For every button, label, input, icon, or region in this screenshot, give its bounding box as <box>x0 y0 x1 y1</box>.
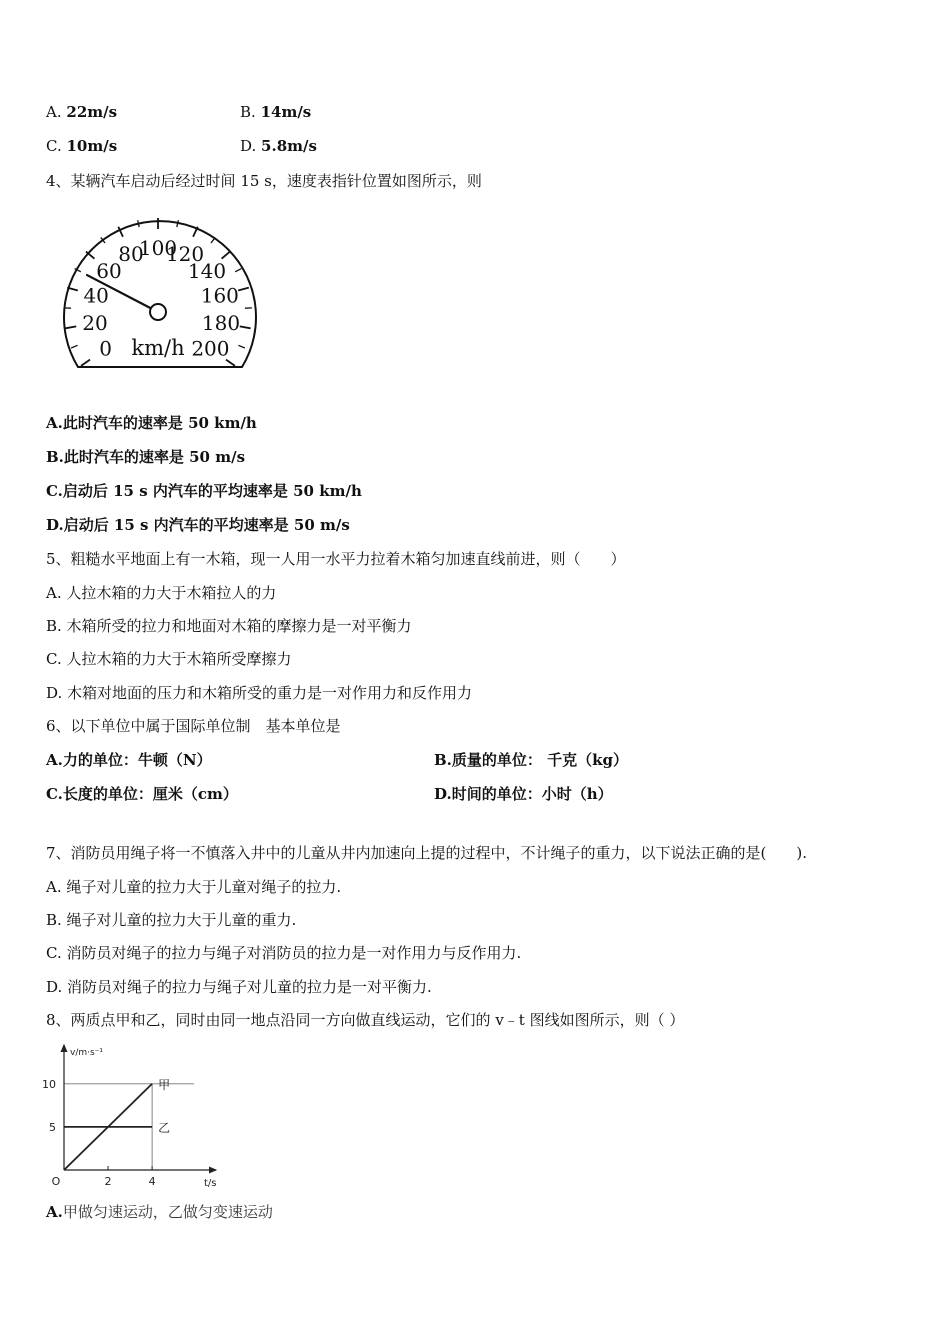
gauge-tick <box>240 326 251 328</box>
gauge-hub <box>150 304 166 320</box>
option-text: 10m/s <box>66 137 118 155</box>
gauge-tick <box>235 269 241 272</box>
q7-option-c: C. 消防员对绳子的拉力与绳子对消防员的拉力是一对作用力与反作用力. <box>46 944 522 962</box>
option-letter: B. <box>240 103 256 121</box>
q3-option-d <box>240 136 317 156</box>
vt-series-lines <box>64 1078 170 1170</box>
option-text: 甲做匀速运动，乙做匀变速运动 <box>62 1203 273 1221</box>
option-letter: D. <box>240 137 257 155</box>
x-tick-label: 2 <box>104 1175 112 1188</box>
option-text: 5.8m/s <box>261 137 317 155</box>
q4-option-b: B.此时汽车的速率是 50 m/s <box>46 448 246 466</box>
q3-option-a <box>46 102 117 122</box>
gauge-tick <box>71 345 77 348</box>
series-label: 甲 <box>158 1077 171 1092</box>
q6-option-d: D.时间的单位：小时（h） <box>434 785 613 803</box>
gauge-tick-label: 60 <box>96 258 122 283</box>
option-text: 22m/s <box>66 103 118 121</box>
q7-stem: 7、消防员用绳子将一不慎落入井中的儿童从井内加速向上提的过程中，不计绳子的重力，以下说法正确的是( ). <box>46 844 808 862</box>
option-letter: A. <box>46 1203 63 1221</box>
vt-graph <box>40 1036 230 1191</box>
gauge-tick-label: 20 <box>82 311 108 336</box>
x-axis-label: t/s <box>204 1178 217 1189</box>
q5-option-d: D. 木箱对地面的压力和木箱所受的重力是一对作用力和反作用力 <box>46 684 473 702</box>
gauge-tick-label: 100 <box>138 236 178 260</box>
q5-option-a: A. 人拉木箱的力大于木箱拉人的力 <box>46 584 277 602</box>
gauge-tick <box>238 345 244 348</box>
y-tick-label: 10 <box>42 1077 56 1091</box>
q3-option-b <box>240 102 311 122</box>
q6-option-a: A.力的单位：牛顿（N） <box>46 751 212 769</box>
q6-stem: 6、以下单位中属于国际单位制 基本单位是 <box>46 717 341 735</box>
gauge-tick <box>238 288 249 291</box>
vt-tick-labels <box>42 1078 156 1188</box>
gauge-tick-label: 80 <box>118 241 144 266</box>
q4-option-c: C.启动后 15 s 内汽车的平均速率是 50 km/h <box>46 482 362 500</box>
gauge-unit: km/h <box>131 336 185 360</box>
q4-option-a: A.此时汽车的速率是 50 km/h <box>46 414 257 432</box>
q7-option-a: A. 绳子对儿童的拉力大于儿童对绳子的拉力. <box>46 878 342 896</box>
y-tick-label: 5 <box>49 1120 56 1134</box>
gauge-tick-label: 0 <box>99 336 112 361</box>
speedometer-figure <box>56 212 266 377</box>
gauge-tick <box>81 360 90 366</box>
q8-stem: 8、两质点甲和乙，同时由同一地点沿同一方向做直线运动，它们的 v﹣t 图线如图所示，则（ ） <box>46 1011 685 1029</box>
q6-option-c: C.长度的单位：厘米（cm） <box>46 785 238 803</box>
gauge-tick-label: 200 <box>191 336 230 361</box>
q6-option-b: B.质量的单位： 千克（kg） <box>434 751 629 769</box>
x-tick-label: 4 <box>148 1175 156 1188</box>
q8-option-a <box>46 1202 273 1222</box>
gauge-tick-label: 120 <box>165 241 205 266</box>
gauge-tick-label: 40 <box>83 283 109 308</box>
q5-option-b: B. 木箱所受的拉力和地面对木箱的摩擦力是一对平衡力 <box>46 617 412 635</box>
gauge-tick-label: 160 <box>200 283 239 308</box>
q5-option-c: C. 人拉木箱的力大于木箱所受摩擦力 <box>46 650 292 668</box>
option-letter: A. <box>46 103 62 121</box>
y-axis-label: v/m·s⁻¹ <box>70 1048 104 1058</box>
option-letter: C. <box>46 137 62 155</box>
q3-option-c <box>46 136 117 156</box>
origin-label: O <box>51 1175 61 1188</box>
series-label: 乙 <box>158 1120 171 1135</box>
q4-option-d: D.启动后 15 s 内汽车的平均速率是 50 m/s <box>46 516 350 534</box>
gauge-tick-label: 140 <box>187 258 227 283</box>
q4-stem: 4、某辆汽车启动后经过时间 15 s，速度表指针位置如图所示，则 <box>46 172 482 190</box>
option-text: 14m/s <box>260 103 312 121</box>
gauge-tick <box>65 326 76 328</box>
gauge-tick-label: 180 <box>201 311 241 336</box>
q7-option-d: D. 消防员对绳子的拉力与绳子对儿童的拉力是一对平衡力. <box>46 978 432 996</box>
q7-option-b: B. 绳子对儿童的拉力大于儿童的重力. <box>46 911 297 929</box>
gauge-tick <box>222 252 230 259</box>
q5-stem: 5、粗糙水平地面上有一木箱，现一人用一水平力拉着木箱匀加速直线前进，则（ ） <box>46 550 626 568</box>
